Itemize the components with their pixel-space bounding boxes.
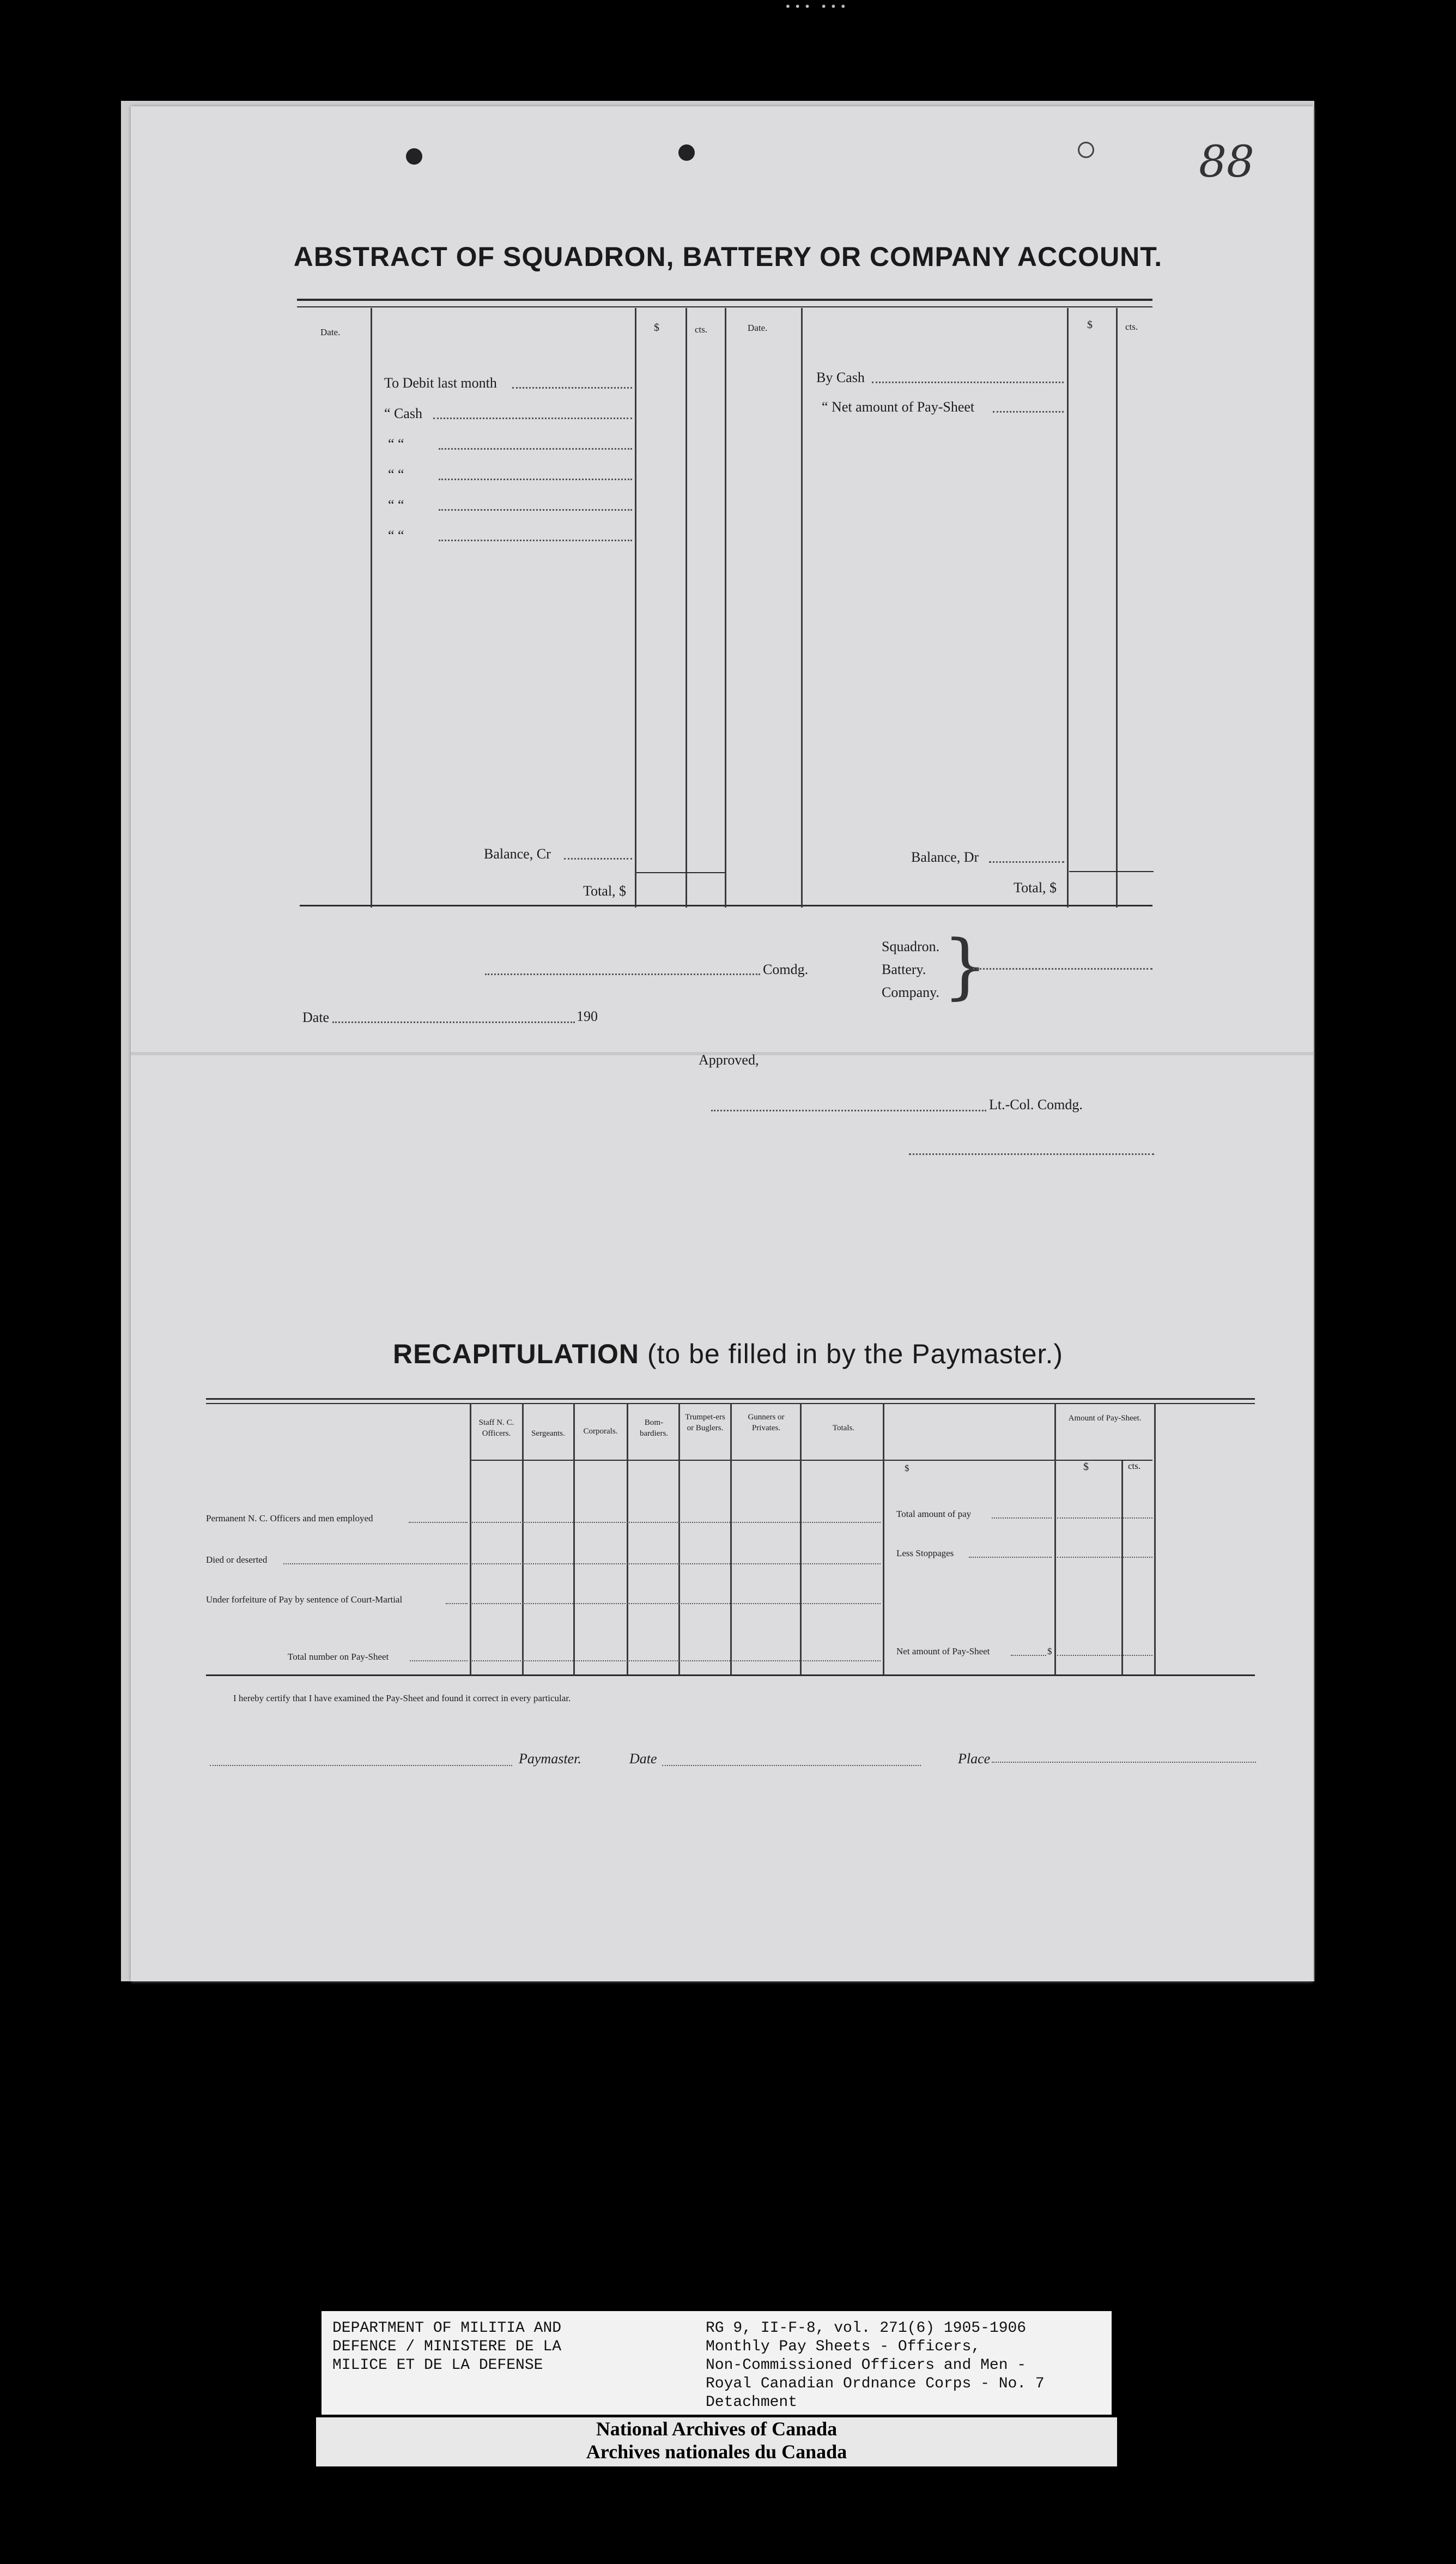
debit-line: “ “ xyxy=(388,497,404,513)
balance-cr-label: Balance, Cr xyxy=(484,846,551,862)
extra-signature-line xyxy=(909,1153,1154,1155)
archives-line-en: National Archives of Canada xyxy=(596,2418,838,2440)
column-line xyxy=(1067,308,1069,908)
recap-col-header: Trumpet-ers or Buglers. xyxy=(685,1413,725,1432)
dotted-leader xyxy=(283,1563,468,1564)
row-line xyxy=(472,1603,881,1604)
dotted-leader xyxy=(992,1517,1052,1519)
paymaster-label: Paymaster. xyxy=(519,1751,581,1767)
amount-dollar-header: $ xyxy=(1083,1461,1089,1473)
recap-row-label: Died or deserted xyxy=(206,1555,268,1565)
amount-row-dollar: $ xyxy=(1047,1646,1052,1656)
date-label: Date xyxy=(302,1009,330,1025)
recap-row-label: Total number on Pay-Sheet xyxy=(288,1652,389,1662)
recap-top-rule xyxy=(206,1398,1255,1400)
credit-line: “ Net amount of Pay-Sheet xyxy=(822,399,975,415)
column-line xyxy=(685,308,687,908)
recap-col-header: Totals. xyxy=(832,1424,855,1432)
amount-row-label: Net amount of Pay-Sheet xyxy=(896,1646,990,1656)
lt-col-label: Lt.-Col. Comdg. xyxy=(989,1097,1083,1112)
amount-cts-header: cts. xyxy=(1128,1461,1141,1471)
recap-col-header: Corporals. xyxy=(583,1427,618,1436)
brace: } xyxy=(943,924,988,1007)
column-line xyxy=(1154,1404,1156,1675)
dotted-leader xyxy=(1011,1655,1046,1656)
debit-line: “ Cash xyxy=(384,406,423,421)
date-header-right: Date. xyxy=(748,323,768,333)
dotted-leader xyxy=(872,382,1064,383)
dotted-leader xyxy=(439,509,632,511)
dotted-leader xyxy=(439,540,632,541)
recap-row-label: Under forfeiture of Pay by sentence of Court-Martial xyxy=(206,1594,403,1605)
dotted-leader xyxy=(409,1522,468,1523)
row-line xyxy=(1057,1557,1152,1558)
comdg-label: Comdg. xyxy=(763,961,809,977)
top-marks: ••• ••• xyxy=(785,0,850,13)
dotted-leader xyxy=(564,858,632,860)
dollar-header-right: $ xyxy=(1087,319,1093,331)
column-line xyxy=(627,1404,628,1675)
row-line xyxy=(1057,1655,1152,1656)
place-line xyxy=(992,1762,1256,1763)
year-prefix: 190 xyxy=(577,1008,598,1024)
row-line xyxy=(472,1660,881,1661)
column-line xyxy=(522,1404,524,1675)
unit-type: Company. xyxy=(882,984,939,1000)
punch-hole xyxy=(406,148,422,165)
recap-col-header: Sergeants. xyxy=(531,1429,565,1438)
abstract-top-rule xyxy=(297,299,1152,301)
debit-line: To Debit last month xyxy=(384,375,497,391)
column-line xyxy=(470,1404,471,1675)
column-line xyxy=(1121,1461,1123,1675)
recap-col-header: Bom-bardiers. xyxy=(639,1418,669,1438)
punch-hole xyxy=(1078,142,1094,158)
dotted-leader xyxy=(439,448,632,450)
dotted-leader xyxy=(969,1557,1052,1558)
punch-hole xyxy=(678,144,695,161)
balance-dr-label: Balance, Dr xyxy=(911,849,979,865)
cts-header-right: cts. xyxy=(1125,322,1138,332)
debit-line: “ “ xyxy=(388,467,404,482)
credit-line: By Cash xyxy=(816,370,865,385)
paymaster-signature-line xyxy=(210,1765,512,1766)
recap-title-rest: (to be filled in by the Paymaster.) xyxy=(647,1339,1063,1369)
column-line xyxy=(883,1404,884,1675)
unit-type: Battery. xyxy=(882,961,926,977)
abstract-title: ABSTRACT OF SQUADRON, BATTERY OR COMPANY ACCOUNT. xyxy=(293,241,1163,272)
total-label-right: Total, $ xyxy=(1014,880,1057,896)
certification-text: I hereby certify that I have examined the Pay-Sheet and found it correct in every particular. xyxy=(233,1693,571,1703)
column-line xyxy=(635,308,636,908)
cts-header-left: cts. xyxy=(695,324,708,335)
recap-header-rule xyxy=(470,1460,1152,1461)
row-line xyxy=(472,1563,881,1564)
unit-line xyxy=(973,968,1152,970)
recap-row-label: Permanent N. C. Officers and men employed xyxy=(206,1513,373,1523)
unit-type: Squadron. xyxy=(882,939,940,954)
column-line xyxy=(1116,308,1118,908)
amount-dollar-small: $ xyxy=(905,1463,909,1473)
recap-title xyxy=(0,1338,1456,1370)
archives-line-fr: Archives nationales du Canada xyxy=(586,2441,847,2463)
dotted-leader xyxy=(512,387,632,389)
catalog-reference: RG 9, II-F-8, vol. 271(6) 1905-1906 Monthly Pay Sheets - Officers, Non-Commissioned Officers and Men - Royal Canadian Ordnance Corps - No. 7 Detachment xyxy=(706,2320,1045,2411)
column-line xyxy=(371,308,372,908)
amount-header: Amount of Pay-Sheet. xyxy=(1068,1414,1142,1423)
catalog-department: DEPARTMENT OF MILITIA AND DEFENCE / MINISTERE DE LA MILICE ET DE LA DEFENSE xyxy=(332,2320,562,2374)
abstract-top-rule xyxy=(297,306,1152,307)
amount-row-label: Less Stoppages xyxy=(896,1548,954,1558)
dotted-leader xyxy=(410,1660,468,1661)
column-line xyxy=(678,1404,680,1675)
total-label-left: Total, $ xyxy=(583,883,627,899)
page-number: 88 xyxy=(1199,136,1254,187)
date-line xyxy=(332,1021,575,1023)
recap-title-bold: RECAPITULATION xyxy=(393,1339,639,1369)
date-header-left: Date. xyxy=(320,327,341,337)
dotted-leader xyxy=(433,418,632,419)
row-line xyxy=(1057,1517,1152,1519)
column-line xyxy=(730,1404,732,1675)
recap-date-label: Date xyxy=(629,1751,657,1767)
row-line xyxy=(472,1522,881,1523)
column-line xyxy=(801,308,803,908)
dotted-leader xyxy=(989,861,1064,863)
column-line xyxy=(573,1404,575,1675)
approval-signature-line xyxy=(711,1110,986,1111)
dotted-leader xyxy=(446,1603,468,1604)
recap-col-header: Staff N. C. Officers. xyxy=(478,1418,514,1438)
amount-row-label: Total amount of pay xyxy=(896,1509,972,1519)
recap-date-line xyxy=(662,1765,921,1766)
dollar-header-left: $ xyxy=(654,322,659,334)
dotted-leader xyxy=(439,479,632,480)
recap-col-header: Gunners or Privates. xyxy=(748,1413,785,1432)
column-line xyxy=(800,1404,802,1675)
balance-rule xyxy=(636,872,725,873)
archives-banner xyxy=(316,2417,1117,2466)
approved-label: Approved, xyxy=(699,1052,759,1068)
debit-line: “ “ xyxy=(388,436,404,452)
commander-signature-line xyxy=(485,973,760,975)
dotted-leader xyxy=(993,411,1064,413)
column-line xyxy=(725,308,726,908)
balance-rule xyxy=(1069,871,1154,872)
column-line xyxy=(1054,1404,1056,1675)
place-label: Place xyxy=(958,1751,991,1767)
debit-line: “ “ xyxy=(388,528,404,543)
